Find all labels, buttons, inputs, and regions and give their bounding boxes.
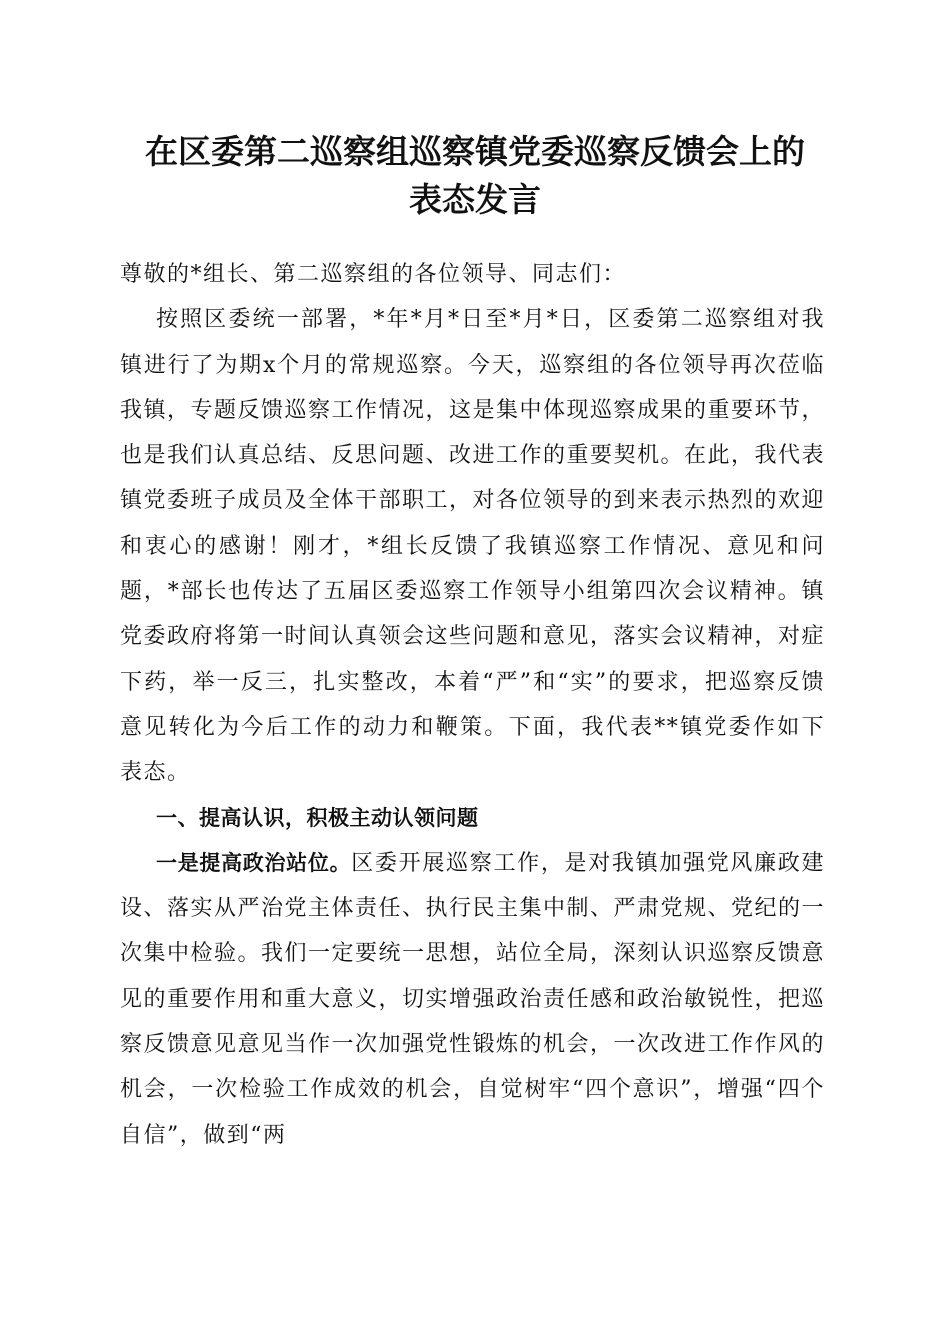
- paragraph-intro: 按照区委统一部署，*年*月*日至*月*日，区委第二巡察组对我镇进行了为期x个月的常规巡察。今天，巡察组的各位领导再次莅临我镇，专题反馈巡察工作情况，这是集中体现巡察成果的重要环节，也是我们认真总结、反思问题、改进工作的重要契机。在此，我代表镇党委班子成员及全体干部职工，对各位领导的到来表示热烈的欢迎和衷心的感谢！刚才，*组长反馈了我镇巡察工作情况、意见和问题，*部长也传达了五届区委巡察工作领导小组第四次会议精神。镇党委政府将第一时间认真领会这些问题和意见，落实会议精神，对症下药，举一反三，扎实整改，本着“严”和“实”的要求，把巡察反馈意见转化为今后工作的动力和鞭策。下面，我代表**镇党委作如下表态。: [120, 307, 826, 786]
- salutation: 尊敬的*组长、第二巡察组的各位领导、同志们：: [120, 262, 627, 287]
- title-line-2: 表态发言: [409, 180, 541, 219]
- title-line-1: 在区委第二巡察组巡察镇党委巡察反馈会上的: [145, 132, 805, 171]
- document-title: [100, 128, 850, 224]
- section-heading-1: 一、提高认识，积极主动认领问题: [156, 805, 479, 830]
- paragraph-lead: 一是提高政治站位。: [156, 850, 352, 875]
- document-body: [120, 252, 825, 1158]
- paragraph-text: 区委开展巡察工作，是对我镇加强党风廉政建设、落实从严治党主体责任、执行民主集中制、严肃党规、党纪的一次集中检验。我们一定要统一思想，站位全局，深刻认识巡察反馈意见的重要作用和重大意义，切实增强政治责任感和政治敏锐性，把巡察反馈意见意见当作一次加强党性锻炼的机会，一次改进工作作风的机会，一次检验工作成效的机会，自觉树牢“四个意识”，增强“四个自信”，做到“两: [120, 850, 826, 1148]
- paragraph-section-1: [120, 841, 825, 1158]
